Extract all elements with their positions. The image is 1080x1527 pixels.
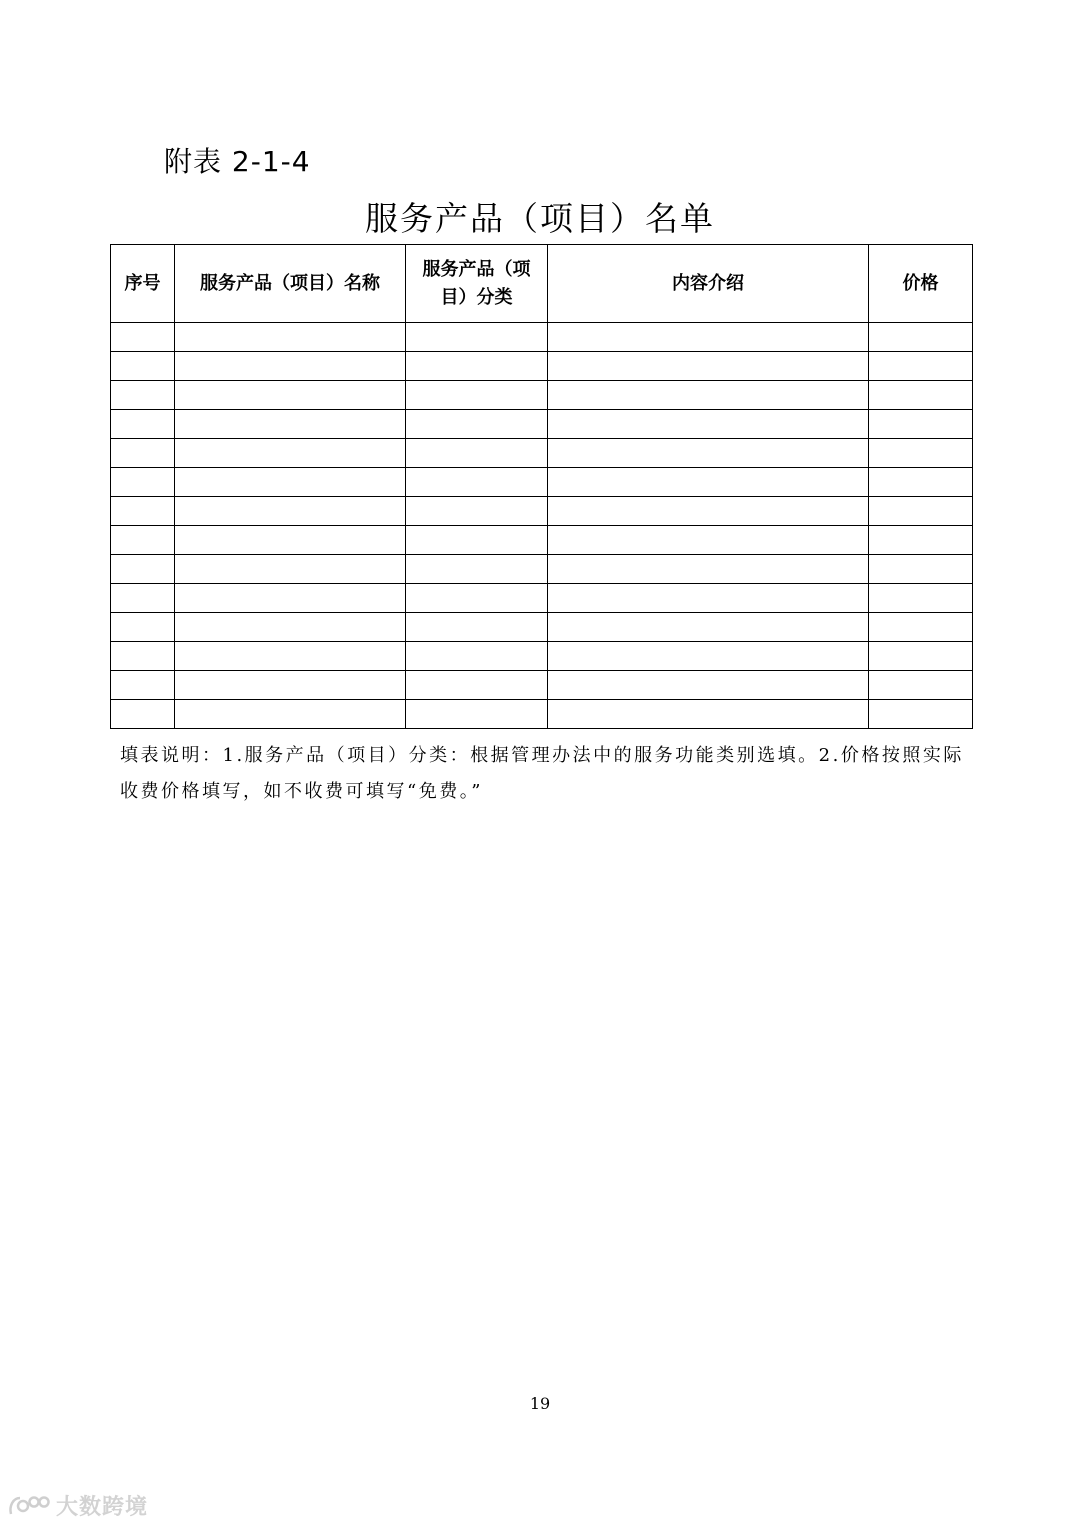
- table-cell: [406, 613, 548, 642]
- table-row: [111, 410, 973, 439]
- table-row: [111, 700, 973, 729]
- table-cell: [175, 671, 406, 700]
- table-cell: [869, 526, 973, 555]
- table-cell: [406, 671, 548, 700]
- table-cell: [548, 671, 869, 700]
- table-cell: [548, 642, 869, 671]
- fill-instructions-note: 填表说明：1.服务产品（项目）分类：根据管理办法中的服务功能类别选填。2.价格按照实际收费价格填写，如不收费可填写“免费。”: [120, 745, 964, 802]
- table-row: [111, 323, 973, 352]
- table-cell: [175, 642, 406, 671]
- table-cell: [175, 468, 406, 497]
- table-row: [111, 526, 973, 555]
- table-cell: [111, 700, 175, 729]
- table-cell: [548, 439, 869, 468]
- table-cell: [175, 352, 406, 381]
- table-cell: [406, 497, 548, 526]
- table-cell: [406, 468, 548, 497]
- table-cell: [175, 613, 406, 642]
- table-row: [111, 352, 973, 381]
- table-cell: [548, 526, 869, 555]
- table-cell: [111, 352, 175, 381]
- table-cell: [548, 410, 869, 439]
- table-cell: [869, 352, 973, 381]
- table-row: [111, 555, 973, 584]
- table-row: [111, 381, 973, 410]
- table-cell: [869, 410, 973, 439]
- table-row: [111, 642, 973, 671]
- table-cell: [869, 497, 973, 526]
- table-cell: [175, 323, 406, 352]
- table-cell: [175, 497, 406, 526]
- table-row: [111, 497, 973, 526]
- table-row: [111, 613, 973, 642]
- brand-logo-icon: [8, 1494, 50, 1518]
- table-body: [111, 323, 973, 729]
- table-row: [111, 671, 973, 700]
- table-cell: [111, 410, 175, 439]
- table-cell: [869, 700, 973, 729]
- table-cell: [406, 555, 548, 584]
- table-cell: [406, 642, 548, 671]
- table-cell: [869, 468, 973, 497]
- watermark-text: 大数跨境: [56, 1495, 149, 1520]
- table-cell: [548, 613, 869, 642]
- table-cell: [406, 352, 548, 381]
- table-cell: [111, 584, 175, 613]
- table-header-row: [111, 245, 973, 323]
- product-table: [110, 244, 973, 729]
- table-cell: [548, 497, 869, 526]
- table-cell: [406, 381, 548, 410]
- table-cell: [111, 323, 175, 352]
- table-cell: [869, 555, 973, 584]
- table-cell: [111, 468, 175, 497]
- header-price: 价格: [869, 245, 973, 323]
- table-cell: [869, 584, 973, 613]
- table-cell: [111, 642, 175, 671]
- table-row: [111, 468, 973, 497]
- table-cell: [869, 642, 973, 671]
- appendix-label: 附表 2-1-4: [164, 145, 311, 178]
- table-cell: [548, 584, 869, 613]
- table-cell: [406, 700, 548, 729]
- table-cell: [111, 497, 175, 526]
- table-cell: [869, 381, 973, 410]
- table-cell: [406, 410, 548, 439]
- table-cell: [548, 323, 869, 352]
- table-cell: [175, 381, 406, 410]
- table-cell: [111, 671, 175, 700]
- table-cell: [175, 584, 406, 613]
- table-cell: [548, 352, 869, 381]
- table-cell: [175, 439, 406, 468]
- table-cell: [111, 526, 175, 555]
- table-cell: [869, 323, 973, 352]
- table-cell: [869, 671, 973, 700]
- table-cell: [175, 700, 406, 729]
- table-cell: [548, 381, 869, 410]
- table-cell: [111, 439, 175, 468]
- table-cell: [111, 381, 175, 410]
- table-cell: [548, 555, 869, 584]
- table-row: [111, 439, 973, 468]
- table-cell: [175, 555, 406, 584]
- table-cell: [548, 468, 869, 497]
- table-cell: [869, 439, 973, 468]
- header-content-description: 内容介绍: [548, 245, 869, 323]
- table-row: [111, 584, 973, 613]
- table-cell: [406, 526, 548, 555]
- header-serial-number: 序号: [111, 245, 175, 323]
- table-cell: [406, 439, 548, 468]
- header-product-name: 服务产品（项目）名称: [175, 245, 406, 323]
- header-product-category: 服务产品（项目）分类: [406, 245, 548, 323]
- table-cell: [111, 613, 175, 642]
- table-cell: [175, 410, 406, 439]
- table-cell: [869, 613, 973, 642]
- table-cell: [406, 323, 548, 352]
- table-cell: [175, 526, 406, 555]
- table-cell: [111, 555, 175, 584]
- watermark: [8, 1490, 148, 1521]
- page-number: 19: [529, 1394, 551, 1413]
- table-cell: [548, 700, 869, 729]
- document-title: 服务产品（项目）名单: [365, 199, 715, 238]
- table-cell: [406, 584, 548, 613]
